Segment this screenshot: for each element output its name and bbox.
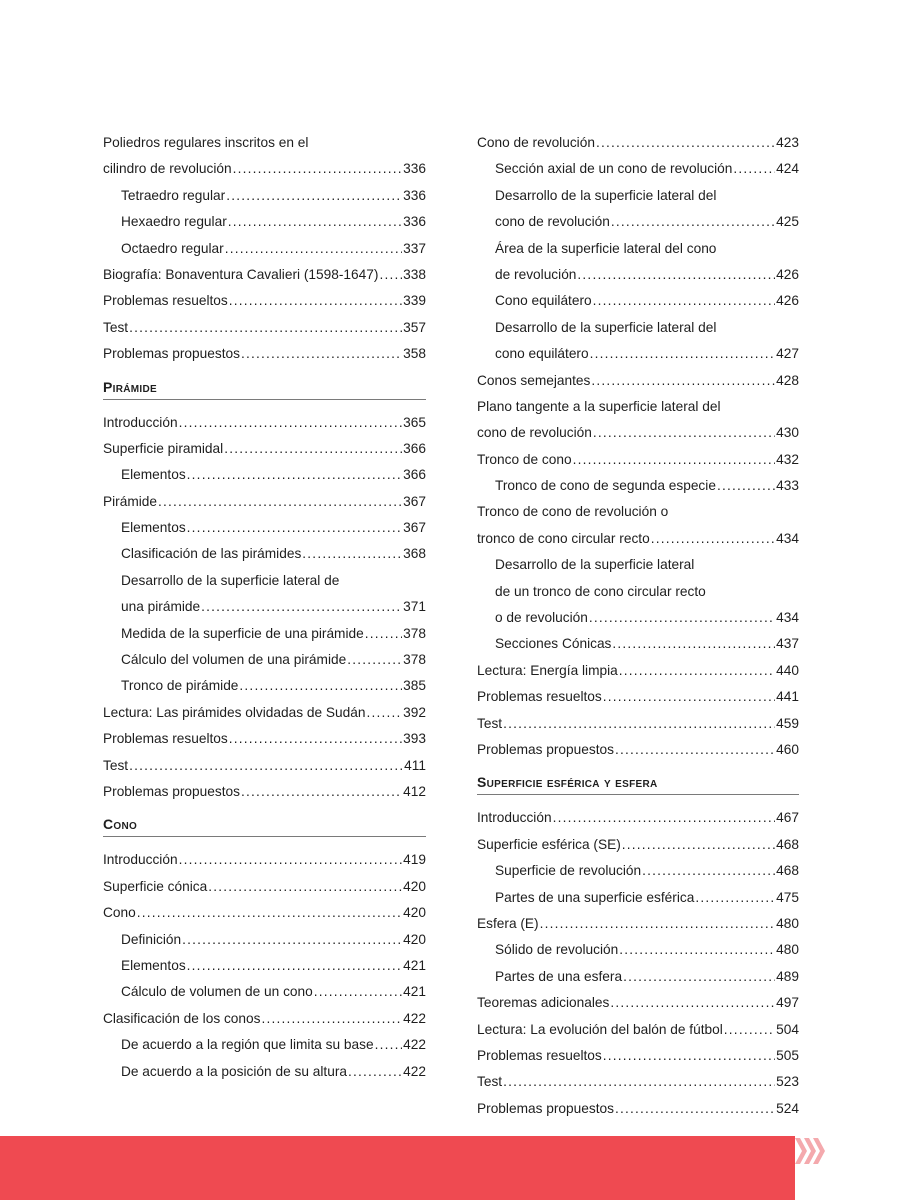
dot-leader (179, 847, 403, 873)
dot-leader (228, 209, 402, 235)
toc-entry-page: 420 (403, 878, 426, 894)
toc-entry-label: Problemas propuestos (477, 1100, 614, 1116)
toc-entry-label: Test (103, 757, 129, 773)
toc-entry-line: Desarrollo de la superficie lateral del (495, 319, 717, 335)
toc-right-column (477, 130, 799, 1122)
toc-entry (477, 262, 799, 288)
dot-leader (603, 684, 775, 710)
toc-entry-page: 426 (776, 293, 799, 309)
toc-entry (103, 673, 426, 699)
toc-entry-page: 336 (403, 161, 426, 177)
toc-entry-page: 468 (776, 836, 799, 852)
toc-entry (477, 288, 799, 314)
toc-entry-label: Pirámide (103, 493, 158, 509)
toc-entry-page: 367 (403, 493, 426, 509)
dot-leader (379, 262, 402, 288)
toc-entry-page: 467 (776, 810, 799, 826)
dot-leader (226, 183, 402, 209)
toc-entry (477, 1043, 799, 1069)
toc-entry-label: cilindro de revolución (103, 161, 232, 177)
toc-entry-label: Problemas resueltos (103, 731, 228, 747)
toc-entry-page: 421 (403, 957, 426, 973)
toc-entry-page: 368 (403, 546, 426, 562)
toc-entry-label: Superficie de revolución (495, 863, 642, 879)
toc-entry-label: Elementos (121, 467, 186, 483)
toc-entry-page: 505 (776, 1047, 799, 1063)
toc-entry (103, 436, 426, 462)
toc-entry (103, 183, 426, 209)
toc-entry-line: de un tronco de cono circular recto (495, 583, 706, 599)
toc-entry-label: Esfera (E) (477, 915, 539, 931)
dot-leader (623, 964, 775, 990)
toc-entry-page: 422 (403, 1037, 426, 1053)
toc-entry-line: Desarrollo de la superficie lateral del (495, 187, 717, 203)
dot-leader (610, 990, 775, 1016)
toc-entry (477, 858, 799, 884)
dot-leader (233, 156, 403, 182)
toc-entry-label: Tronco de pirámide (121, 678, 239, 694)
toc-entry (477, 368, 799, 394)
toc-entry-label: una pirámide (121, 599, 201, 615)
toc-entry-page: 421 (403, 984, 426, 1000)
toc-entry-label: Hexaedro regular (121, 214, 227, 230)
dot-leader (593, 288, 776, 314)
toc-entry-page: 412 (403, 783, 426, 799)
dot-leader (695, 885, 775, 911)
toc-entry (103, 489, 426, 515)
section-heading-esfera: Superficie esférica y esfera (477, 772, 799, 795)
toc-entry-label: Introducción (103, 414, 178, 430)
toc-entry (103, 953, 426, 979)
toc-entry (477, 658, 799, 684)
toc-entry (103, 410, 426, 436)
toc-group-cono-revolucion (477, 130, 799, 763)
toc-entry-label: Cono equilátero (495, 293, 592, 309)
toc-entry-page: 358 (403, 346, 426, 362)
toc-entry (103, 779, 426, 805)
toc-entry-label: Medida de la superficie de una pirámide (121, 625, 364, 641)
dot-leader (241, 341, 402, 367)
toc-entry-label: Sólido de revolución (495, 942, 619, 958)
dot-leader (239, 673, 402, 699)
toc-entry (477, 130, 799, 156)
toc-entry (477, 990, 799, 1016)
toc-entry-label: Problemas propuestos (103, 346, 240, 362)
dot-leader (129, 753, 403, 779)
toc-entry-page: 419 (403, 852, 426, 868)
toc-entry-label: Introducción (477, 810, 552, 826)
dot-leader (347, 647, 402, 673)
toc-entry (103, 979, 426, 1005)
toc-entry-label: tronco de cono circular recto (477, 530, 650, 546)
toc-entry-line: Plano tangente a la superficie lateral del (477, 398, 721, 414)
toc-left-column (103, 130, 426, 1085)
toc-entry (477, 209, 799, 235)
dot-leader (503, 711, 775, 737)
toc-entry-page: 365 (403, 414, 426, 430)
dot-leader (619, 937, 775, 963)
toc-group-solids (103, 130, 426, 368)
toc-entry-label: Octaedro regular (121, 240, 224, 256)
dot-leader (225, 236, 402, 262)
toc-entry-page: 440 (776, 662, 799, 678)
toc-entry (477, 711, 799, 737)
dot-leader (314, 979, 402, 1005)
toc-entry-page: 475 (776, 889, 799, 905)
toc-entry (477, 737, 799, 763)
dot-leader (573, 447, 776, 473)
toc-entry-label: Superficie piramidal (103, 440, 224, 456)
toc-entry-line: Desarrollo de la superficie lateral de (121, 572, 340, 588)
toc-entry-label: Problemas resueltos (477, 689, 602, 705)
toc-entry-page: 393 (403, 731, 426, 747)
toc-entry-page: 367 (403, 520, 426, 536)
toc-entry-page: 480 (776, 915, 799, 931)
toc-entry-page: 427 (776, 346, 799, 362)
toc-entry (103, 1032, 426, 1058)
toc-entry-page: 339 (403, 293, 426, 309)
toc-entry-page: 336 (403, 214, 426, 230)
toc-entry (477, 937, 799, 963)
toc-entry (103, 341, 426, 367)
dot-leader (137, 900, 402, 926)
toc-entry-label: Test (103, 319, 129, 335)
toc-entry-label: De acuerdo a la posición de su altura (121, 1063, 347, 1079)
toc-entry-label: Cálculo del volumen de una pirámide (121, 652, 347, 668)
toc-entry (477, 885, 799, 911)
dot-leader (224, 436, 402, 462)
toc-entry-label: Test (477, 715, 503, 731)
toc-entry-label: Lectura: La evolución del balón de fútbol (477, 1021, 723, 1037)
toc-entry (103, 1059, 426, 1085)
toc-entry (103, 647, 426, 673)
toc-entry-page: 441 (776, 689, 799, 705)
dot-leader (615, 737, 775, 763)
toc-entry (103, 753, 426, 779)
toc-entry-label: Cálculo de volumen de un cono (121, 984, 313, 1000)
toc-entry (477, 473, 799, 499)
dot-leader (365, 621, 402, 647)
toc-entry-label: Biografía: Bonaventura Cavalieri (1598-1647) (103, 266, 379, 282)
dot-leader (642, 858, 775, 884)
toc-entry-label: cono de revolución (477, 425, 592, 441)
toc-entry-label: Secciones Cónicas (495, 636, 612, 652)
toc-entry-page: 430 (776, 425, 799, 441)
toc-entry-page: 434 (776, 530, 799, 546)
toc-entry-page: 420 (403, 931, 426, 947)
toc-entry-label: Clasificación de los conos (103, 1010, 261, 1026)
toc-entry-label: cono equilátero (495, 346, 589, 362)
dot-leader (229, 288, 402, 314)
toc-entry-label: Problemas resueltos (477, 1047, 602, 1063)
toc-entry (477, 605, 799, 631)
toc-entry-label: Cono de revolución (477, 135, 595, 150)
toc-entry-page: 422 (403, 1063, 426, 1079)
toc-entry-page: 366 (403, 467, 426, 483)
toc-entry-label: Superficie cónica (103, 878, 208, 894)
dot-leader (208, 874, 402, 900)
toc-entry (103, 700, 426, 726)
dot-leader (733, 156, 775, 182)
toc-entry-page: 423 (776, 135, 799, 150)
dot-leader (611, 209, 775, 235)
toc-entry (103, 927, 426, 953)
toc-entry (477, 832, 799, 858)
footer-bar (0, 1136, 795, 1200)
dot-leader (187, 462, 402, 488)
toc-entry (103, 209, 426, 235)
toc-entry-page: 385 (403, 678, 426, 694)
dot-leader (651, 526, 775, 552)
toc-entry-label: Tronco de cono (477, 451, 572, 467)
dot-leader (612, 631, 775, 657)
dot-leader (503, 1069, 775, 1095)
dot-leader (348, 1059, 402, 1085)
toc-entry-label: Test (477, 1074, 503, 1090)
toc-entry-page: 504 (776, 1021, 799, 1037)
toc-entry-page: 366 (403, 440, 426, 456)
toc-entry-line: Tronco de cono de revolución o (477, 504, 669, 520)
dot-leader (375, 1032, 403, 1058)
toc-entry (103, 462, 426, 488)
toc-entry (103, 541, 426, 567)
toc-entry (103, 874, 426, 900)
toc-entry-label: Problemas resueltos (103, 293, 228, 309)
toc-entry-page: 426 (776, 266, 799, 282)
toc-entry-page: 392 (403, 704, 426, 720)
toc-entry-label: Sección axial de un cono de revolución (495, 161, 733, 177)
toc-entry-page: 432 (776, 451, 799, 467)
toc-entry-page: 337 (403, 240, 426, 256)
dot-leader (591, 368, 775, 394)
toc-entry (103, 315, 426, 341)
toc-entry-page: 424 (776, 161, 799, 177)
toc-entry-label: Clasificación de las pirámides (121, 546, 302, 562)
section-heading-cono: Cono (103, 814, 426, 837)
toc-entry-page: 523 (776, 1074, 799, 1090)
toc-entry-page: 422 (403, 1010, 426, 1026)
toc-entry-line: Desarrollo de la superficie lateral (495, 557, 695, 573)
chevron-right-triple-icon[interactable] (795, 1136, 835, 1166)
toc-entry-line: Poliedros regulares inscritos en el (103, 135, 309, 150)
toc-entry (477, 526, 799, 552)
toc-entry-label: Partes de una esfera (495, 968, 623, 984)
toc-group-piramide (103, 410, 426, 806)
toc-entry-label: Definición (121, 931, 182, 947)
toc-entry (103, 621, 426, 647)
dot-leader (229, 726, 402, 752)
dot-leader (182, 927, 402, 953)
toc-entry-page: 357 (403, 319, 426, 335)
toc-entry (477, 1096, 799, 1122)
toc-entry-page: 480 (776, 942, 799, 958)
toc-entry-label: de revolución (495, 266, 577, 282)
toc-entry-page: 425 (776, 214, 799, 230)
dot-leader (367, 700, 403, 726)
toc-entry-page: 459 (776, 715, 799, 731)
toc-entry-page: 489 (776, 968, 799, 984)
toc-entry-label: Superficie esférica (SE) (477, 836, 621, 852)
dot-leader (241, 779, 402, 805)
dot-leader (262, 1006, 403, 1032)
toc-entry-page: 428 (776, 372, 799, 388)
toc-entry-label: Elementos (121, 957, 186, 973)
toc-entry (103, 515, 426, 541)
toc-entry-label: Cono (103, 905, 136, 921)
toc-entry (477, 684, 799, 710)
dot-leader (596, 130, 775, 156)
dot-leader (187, 953, 402, 979)
toc-entry-label: Problemas propuestos (103, 783, 240, 799)
toc-entry-label: Elementos (121, 520, 186, 536)
toc-entry-label: Partes de una superficie esférica (495, 889, 695, 905)
toc-entry-page: 420 (403, 905, 426, 921)
toc-entry-page: 378 (403, 652, 426, 668)
dot-leader (615, 1096, 775, 1122)
dot-leader (302, 541, 402, 567)
toc-entry (103, 236, 426, 262)
toc-entry (103, 900, 426, 926)
dot-leader (201, 594, 402, 620)
toc-entry-page: 460 (776, 741, 799, 757)
toc-entry (477, 420, 799, 446)
toc-entry-label: cono de revolución (495, 214, 610, 230)
toc-entry-label: Teoremas adicionales (477, 995, 610, 1011)
section-heading-piramide: Pirámide (103, 377, 426, 400)
toc-group-cono (103, 847, 426, 1085)
toc-entry-page: 433 (776, 478, 799, 494)
toc-entry (103, 594, 426, 620)
dot-leader (590, 341, 776, 367)
toc-entry-page: 497 (776, 995, 799, 1011)
toc-entry (477, 1017, 799, 1043)
dot-leader (724, 1017, 775, 1043)
dot-leader (540, 911, 776, 937)
toc-entry-page: 524 (776, 1100, 799, 1116)
toc-entry (103, 726, 426, 752)
toc-entry-line: Área de la superficie lateral del cono (495, 240, 717, 256)
dot-leader (603, 1043, 775, 1069)
toc-entry (103, 1006, 426, 1032)
dot-leader (619, 658, 775, 684)
toc-entry (477, 447, 799, 473)
toc-entry-page: 434 (776, 610, 799, 626)
dot-leader (129, 315, 402, 341)
toc-group-esfera (477, 805, 799, 1122)
dot-leader (158, 489, 402, 515)
toc-entry-label: o de revolución (495, 610, 588, 626)
toc-entry-page: 336 (403, 187, 426, 203)
toc-entry-label: Problemas propuestos (477, 741, 614, 757)
toc-entry-page: 371 (403, 599, 426, 615)
toc-entry (103, 847, 426, 873)
toc-entry-page: 378 (403, 625, 426, 641)
dot-leader (622, 832, 775, 858)
toc-entry (103, 156, 426, 182)
dot-leader (179, 410, 403, 436)
dot-leader (717, 473, 775, 499)
toc-entry (103, 288, 426, 314)
toc-entry-label: De acuerdo a la región que limita su base (121, 1037, 374, 1053)
toc-entry (103, 262, 426, 288)
dot-leader (589, 605, 775, 631)
dot-leader (577, 262, 775, 288)
toc-entry (477, 1069, 799, 1095)
toc-entry-label: Lectura: Energía limpia (477, 662, 618, 678)
toc-entry-page: 411 (404, 757, 426, 773)
toc-entry (477, 805, 799, 831)
toc-entry (477, 156, 799, 182)
toc-entry-label: Tronco de cono de segunda especie (495, 478, 716, 494)
toc-entry (477, 964, 799, 990)
toc-entry-label: Introducción (103, 852, 178, 868)
dot-leader (553, 805, 776, 831)
dot-leader (593, 420, 775, 446)
dot-leader (187, 515, 402, 541)
toc-entry-page: 338 (403, 266, 426, 282)
toc-entry (477, 631, 799, 657)
toc-entry (477, 911, 799, 937)
toc-entry-label: Tetraedro regular (121, 187, 226, 203)
toc-entry (477, 341, 799, 367)
toc-entry-page: 437 (776, 636, 799, 652)
toc-entry-label: Lectura: Las pirámides olvidadas de Sudán (103, 704, 366, 720)
toc-entry-page: 468 (776, 863, 799, 879)
toc-entry-label: Conos semejantes (477, 372, 591, 388)
